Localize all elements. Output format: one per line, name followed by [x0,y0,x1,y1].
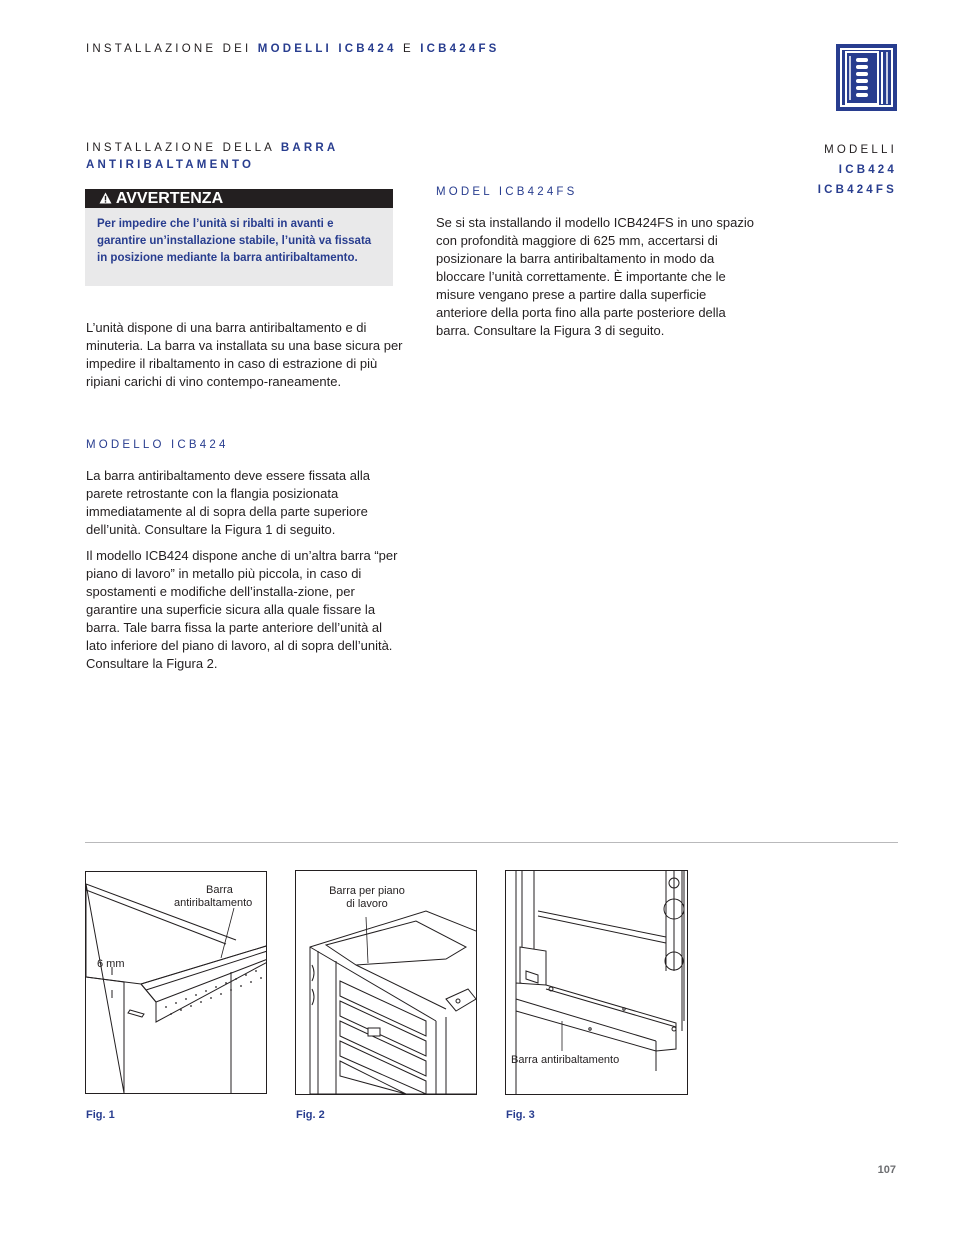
icb424fs-paragraph: Se si sta installando il modello ICB424FS in uno spazio con profondità maggiore di 625 mm, accertarsi di posizionare la barra antiribaltamento in modo da bloccare l’unità correttamente. È importante che le misure vengano prese a partire dalla superficie anteriore della porta fino alla parte posteriore della barra. Consultare la Figura 3 di seguito. [436,215,754,338]
page-number: 107 [877,1164,896,1176]
wine-rack-icon [836,44,897,111]
icb424-paragraph-1: La barra antiribaltamento deve essere fissata alla parete retrostante con la flangia posizionata immediatamente al di sopra della parte superiore dell’unità. Consultare la Figura 1 di seguito. [86,468,370,537]
side-models-title: MODELLI [824,144,897,156]
warning-box [85,189,393,286]
divider [85,842,898,843]
page-header: INSTALLAZIONE DEI MODELLI ICB424 E ICB424FS [86,43,500,55]
side-models-nav [818,140,897,200]
figure-1-callout-bar: Barra antiribaltamento [174,884,253,909]
figure-3-label: Fig. 3 [506,1109,535,1121]
figure-2-callout: Barra per piano di lavoro [329,885,405,910]
side-model-icb424: ICB424 [838,164,897,176]
figure-2-label: Fig. 2 [296,1109,325,1121]
intro-paragraph: L’unità dispone di una barra antiribaltamento e di minuteria. La barra va installata su una base sicura per impedire il ribaltamento in caso di estrazione di più ripiani carichi di vino contempo-raneamente. [86,320,403,389]
warning-header [85,189,393,208]
figure-1 [85,871,267,1094]
figure-3 [505,870,688,1095]
figure-3-callout: Barra antiribaltamento [511,1054,620,1066]
icb424-heading: MODELLO ICB424 [86,439,229,451]
icb424-text [86,467,404,681]
figure-1-callout-gap: 6 mm [97,958,125,970]
icb424fs-heading: MODEL ICB424FS [436,186,578,198]
side-model-icb424fs: ICB424FS [817,184,897,196]
warning-text: Per impedire che l’unità si ribalti in avanti e garantire un’installazione stabile, l’unità va fissata in posizione mediante la barra antiribaltamento. [85,208,393,286]
warning-triangle-icon [99,190,116,207]
figure-1-label: Fig. 1 [86,1109,115,1121]
section-heading: INSTALLAZIONE DELLA BARRA ANTIRIBALTAMENTO [86,142,339,171]
figure-2 [295,870,477,1095]
icb424-paragraph-2: Il modello ICB424 dispone anche di un’altra barra “per piano di lavoro” in metallo più piccola, in caso di spostamenti e modifiche dell’installa-zione, per garantire una superficie sicura alla quale fissare la barra. Tale barra fissa la parte anteriore dell’unità al lato inferiore del piano di lavoro, al di sopra dell’unità. Consultare la Figura 2. [86,548,398,671]
warning-title: AVVERTENZA [115,190,224,207]
